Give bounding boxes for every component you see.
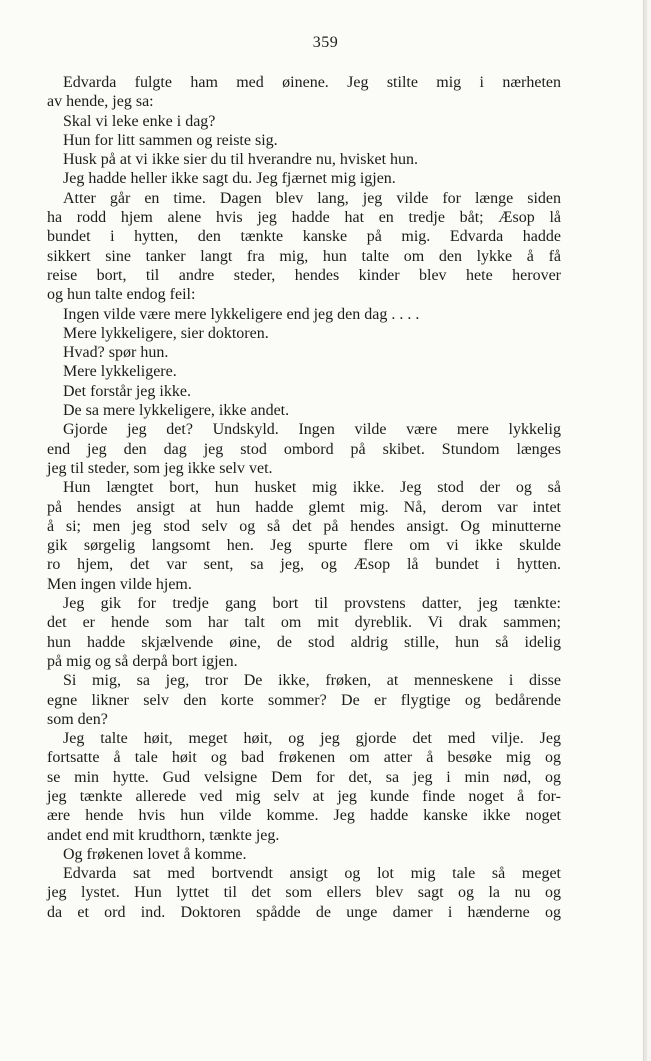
text-line: Skal vi leke enke i dag? [63, 112, 216, 130]
page-number: 359 [312, 34, 339, 51]
text-line: Si mig, sa jeg, tror De ikke, frøken, at menneskene i disse [63, 672, 561, 690]
text-line: Det forstår jeg ikke. [63, 382, 191, 400]
text-line: Jeg gik for tredje gang bort til provstens datter, jeg tænkte: [63, 595, 561, 613]
text-line: andet end mit krudthorn, tænkte jeg. [47, 826, 280, 844]
text-line: av hende, jeg sa: [47, 93, 154, 111]
text-line: Og frøkenen lovet å komme. [63, 845, 247, 863]
text-line: på hendes ansigt at hun hadde glemt mig. Nå, derom var intet [47, 498, 561, 516]
text-line: De sa mere lykkeligere, ikke andet. [63, 402, 290, 420]
text-line: Mere lykkeligere, sier doktoren. [63, 324, 269, 342]
text-line: jeg til steder, som jeg ikke selv vet. [47, 459, 273, 477]
text-line: jeg tænkte allerede ved mig selv at jeg kunde finde noget å for- [47, 787, 561, 805]
text-line: end jeg den dag jeg stod ombord på skibet. Stundom længes [47, 440, 561, 458]
text-line: Hun for litt sammen og reiste sig. [63, 131, 278, 149]
text-line: ro hjem, det var sent, sa jeg, og Æsop lå bundet i hytten. [47, 556, 561, 574]
text-line: Men ingen vilde hjem. [47, 575, 192, 593]
text-line: Edvarda sat med bortvendt ansigt og lot mig tale så meget [63, 865, 561, 883]
text-line: som den? [47, 710, 108, 728]
text-line: det er hende som har talt om mit dyreblik. Vi drak sammen; [47, 614, 561, 632]
text-line: å si; men jeg stod selv og så det på hendes ansigt. Og minutterne [47, 517, 561, 535]
text-line: gik sørgelig langsomt hen. Jeg spurte flere om vi ikke skulde [47, 537, 561, 555]
text-line: Hun længtet bort, hun husket mig ikke. Jeg stod der og så [63, 479, 561, 497]
text-line: Atter går en time. Dagen blev lang, jeg vilde for længe siden [63, 189, 561, 207]
text-line: Gjorde jeg det? Undskyld. Ingen vilde være mere lykkelig [63, 421, 561, 439]
text-line: hun hadde skjælvende øine, de stod aldrig stille, hun så idelig [47, 633, 561, 651]
text-line: Edvarda fulgte ham med øinene. Jeg stilte mig i nærheten [63, 74, 561, 91]
text-line: fortsatte å tale høit og bad frøkenen om atter å besøke mig og [47, 749, 561, 767]
text-line: ære hende hvis hun vilde komme. Jeg hadde kanske ikke noget [47, 807, 561, 825]
text-line: ha rodd hjem alene hvis jeg hadde hat en tredje båt; Æsop lå [47, 209, 561, 227]
text-line: Jeg talte høit, meget høit, og jeg gjorde det med vilje. Jeg [63, 730, 561, 748]
text-line: Jeg hadde heller ikke sagt du. Jeg fjærnet mig igjen. [63, 170, 396, 188]
text-line: på mig og så derpå bort igjen. [47, 652, 238, 670]
text-line: se min hytte. Gud velsigne Dem for det, sa jeg i min nød, og [47, 768, 561, 786]
body-text [47, 73, 561, 922]
text-line: Ingen vilde være mere lykkeligere end jeg den dag . . . . [63, 305, 420, 323]
text-line: da et ord ind. Doktoren spådde de unge damer i hænderne og [47, 903, 561, 921]
text-line: sikkert sine tanker langt fra mig, hun talte om den lykke å få [47, 247, 561, 265]
text-line: Hvad? spør hun. [63, 344, 169, 362]
text-line: bundet i hytten, den tænkte kanske på mig. Edvarda hadde [47, 228, 561, 246]
text-line: reise bort, til andre steder, hendes kinder blev hete herover [47, 266, 561, 284]
text-line: jeg lystet. Hun lyttet til det som ellers blev sagt og la nu og [47, 884, 561, 902]
text-line: Mere lykkeligere. [63, 363, 177, 381]
text-line: egne likner selv den korte sommer? De er flygtige og bedårende [47, 691, 561, 709]
text-line: og hun talte endog feil: [47, 286, 196, 304]
text-line: Husk på at vi ikke sier du til hverandre nu, hvisket hun. [63, 151, 419, 169]
